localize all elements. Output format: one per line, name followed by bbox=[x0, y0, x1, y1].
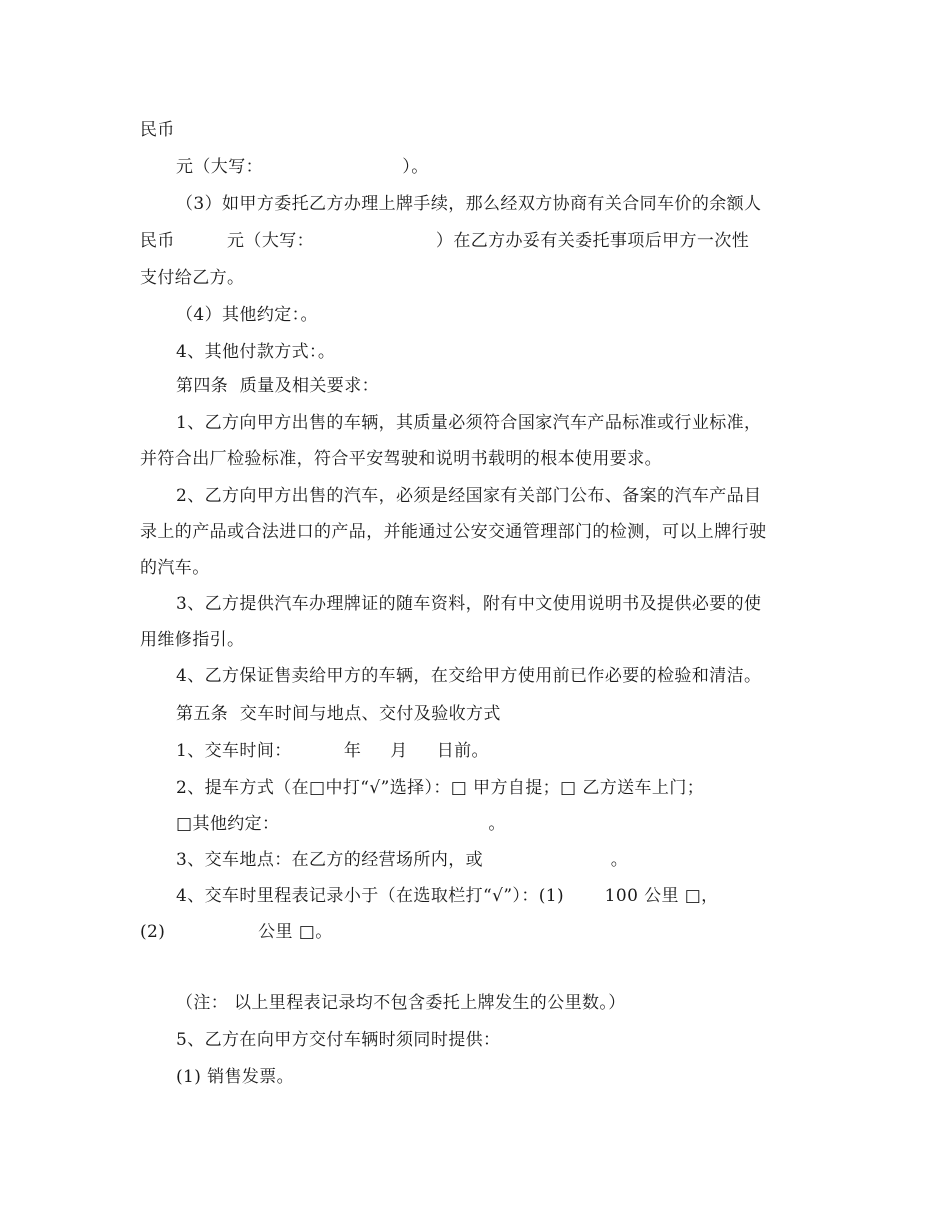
section-heading: 第四条 质量及相关要求： bbox=[176, 376, 380, 396]
text-line: 5、乙方在向甲方交付车辆时须同时提供： bbox=[176, 1030, 501, 1050]
text-line: 2、提车方式（在□中打“√”选择）：□ 甲方自提；□ 乙方送车上门； bbox=[176, 778, 705, 798]
text-line: 并符合出厂检验标准，符合平安驾驶和说明书载明的根本使用要求。 bbox=[140, 449, 662, 469]
text-line: 3、交车地点：在乙方的经营场所内，或 。 bbox=[176, 850, 629, 870]
text-line: 元（大写： ）。 bbox=[176, 157, 429, 177]
text-line: 4、其他付款方式：。 bbox=[176, 342, 336, 362]
text-line: 2、乙方向甲方出售的汽车，必须是经国家有关部门公布、备案的汽车产品目 bbox=[176, 486, 762, 506]
text-line: 4、交车时里程表记录小于（在选取栏打“√”）：(1) 100 公里 □， bbox=[176, 886, 719, 906]
text-line: 4、乙方保证售卖给甲方的车辆，在交给甲方使用前已作必要的检验和清洁。 bbox=[176, 666, 762, 686]
text-line: (2) 公里 □。 bbox=[140, 922, 333, 942]
text-line: 民币 bbox=[140, 120, 175, 140]
text-line: 录上的产品或合法进口的产品，并能通过公安交通管理部门的检测，可以上牌行驶 bbox=[140, 522, 767, 542]
section-heading: 第五条 交车时间与地点、交付及验收方式 bbox=[176, 704, 501, 724]
note-line: （注： 以上里程表记录均不包含委托上牌发生的公里数。） bbox=[176, 993, 626, 1013]
text-line: 民币 元（大写： ）在乙方办妥有关委托事项后甲方一次性 bbox=[140, 231, 750, 251]
text-line: （3）如甲方委托乙方办理上牌手续，那么经双方协商有关合同车价的余额人 bbox=[176, 194, 762, 214]
text-line: 1、乙方向甲方出售的车辆，其质量必须符合国家汽车产品标准或行业标准， bbox=[176, 413, 762, 433]
text-line: 3、乙方提供汽车办理牌证的随车资料，附有中文使用说明书及提供必要的使 bbox=[176, 594, 762, 614]
text-line: （4）其他约定：。 bbox=[176, 305, 318, 325]
text-line: 支付给乙方。 bbox=[140, 268, 245, 288]
text-line: 1、交车时间： 年 月 日前。 bbox=[176, 741, 489, 761]
text-line: (1) 销售发票。 bbox=[176, 1067, 295, 1087]
text-line: □其他约定： 。 bbox=[176, 814, 506, 834]
text-line: 的汽车。 bbox=[140, 558, 210, 578]
text-line: 用维修指引。 bbox=[140, 630, 245, 650]
